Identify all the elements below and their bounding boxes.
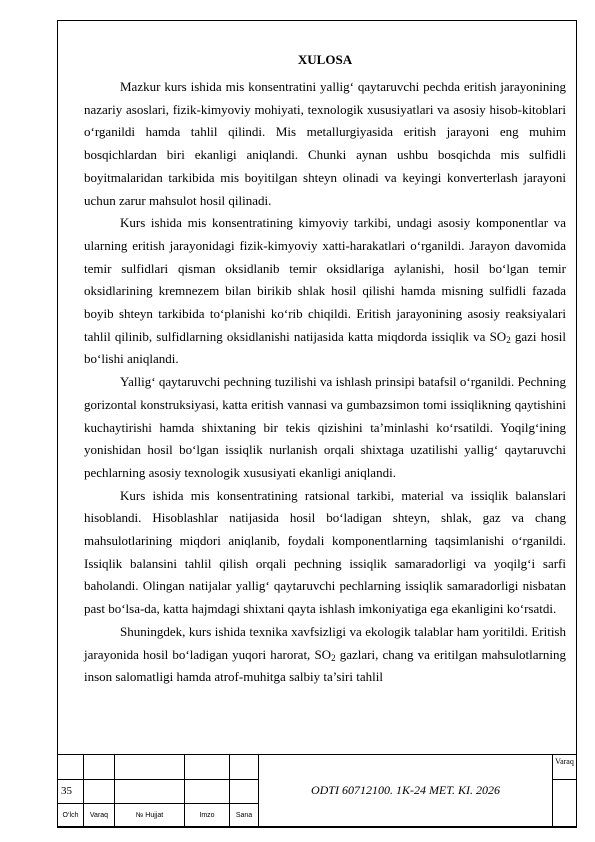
- label-olch: O‘lch: [58, 803, 84, 827]
- varaq-header: Varaq: [553, 755, 577, 779]
- paragraph-1: Mazkur kurs ishida mis konsentratini yallig‘ qaytaruvchi pechda eritish jarayonining nazariy asoslari, fizik-kimyoviy mohiyati, texnologik xususiyatlari va asosiy hisob-kitoblari o‘rganildi hamda tahlil qilindi. Mis metallurgiyasida eritish jarayoni eng muhim bosqichlardan biri ekanligi aniqlandi. Chunki aynan ushbu bosqichda mis sulfidli boyitmalaridan tarkibida mis boyitilgan shteyn olinadi va keyingi konverterlash jarayoni uchun zarur mahsulot hosil qilinadi.: [84, 79, 566, 208]
- varaq-cell: [553, 779, 577, 827]
- title-block-stamp: [57, 754, 577, 827]
- label-imzo: Imzo: [185, 803, 230, 827]
- label-varaq: Varaq: [84, 803, 115, 827]
- page-number: 35: [58, 779, 84, 803]
- document-body: [84, 50, 566, 689]
- label-sana: Sana: [230, 803, 259, 827]
- paragraph-4: Kurs ishida mis konsentratining ratsional tarkibi, material va issiqlik balanslari hisoblandi. Hisoblashlar natijasida hosil bo‘ladigan shteyn, shlak, gaz va chang mahsulotlarining miqdori aniqlanib, foydali komponentlarning taqsimlanishi o‘rganildi. Issiqlik balansini tahlil qilish orqali pechning issiqlik samaradorligi va yoqilg‘i sarfi baholandi. Olingan natijalar yallig‘ qaytaruvchi pechlarning issiqlik samaradorligi nisbatan past bo‘lsa-da, katta hajmdagi shixtani qayta ishlash imkoniyatiga ega ekanligini ko‘rsatdi.: [84, 487, 566, 617]
- paragraph-5: Shuningdek, kurs ishida texnika xavfsizligi va ekologik talablar ham yoritildi. Eritish jarayonida hosil bo‘ladigan yuqori harorat, $SO_2$ gazlari, chang va eritilgan mahsulotlarning inson salomatligi hamda atrof-muhitga salbiy ta’siri tahlil: [84, 623, 566, 685]
- page-title: XULOSA: [297, 52, 353, 67]
- document-code: ODTI 60712100. 1K-24 MET. KI. 2026: [259, 755, 553, 827]
- label-hujjat: № Hujjat: [115, 803, 185, 827]
- paragraph-3: Yallig‘ qaytaruvchi pechning tuzilishi va ishlash prinsipi batafsil o‘rganildi. Pechning gorizontal konstruksiyasi, katta eritish vannasi va gumbazsimon tomi issiqlikning qaytishini kuchaytirishi hamda shixtaning bir tekis qizishini ta’minlashi ko‘rsatildi. Yoqilg‘ining yonishidan hosil bo‘lgan issiqlik nurlanish orqali shixtaga uzatilishi yallig‘ qaytaruvchi pechlarning asosiy texnologik xususiyati ekanligi aniqlandi.: [84, 374, 566, 480]
- paragraph-2: Kurs ishida mis konsentratining kimyoviy tarkibi, undagi asosiy komponentlar va ularning eritish jarayonidagi fizik-kimyoviy xatti-harakatlari o‘rganildi. Jarayon davomida temir sulfidlari qisman oksidlanib temir oksidlariga aylanishi, hosil bo‘lgan temir oksidlarining kremnezem bilan birikib shlak hosil qilishi hamda misning sulfidli fazada boyib shteyn tarkibida to‘planishi ko‘rib chiqildi. Eritish jarayonining asosiy reaksiyalari tahlil qilinib, sulfidlarning oksidlanishi natijasida katta miqdorda issiqlik va $SO_2$ gazi hosil bo‘lishi aniqlandi.: [84, 215, 567, 367]
